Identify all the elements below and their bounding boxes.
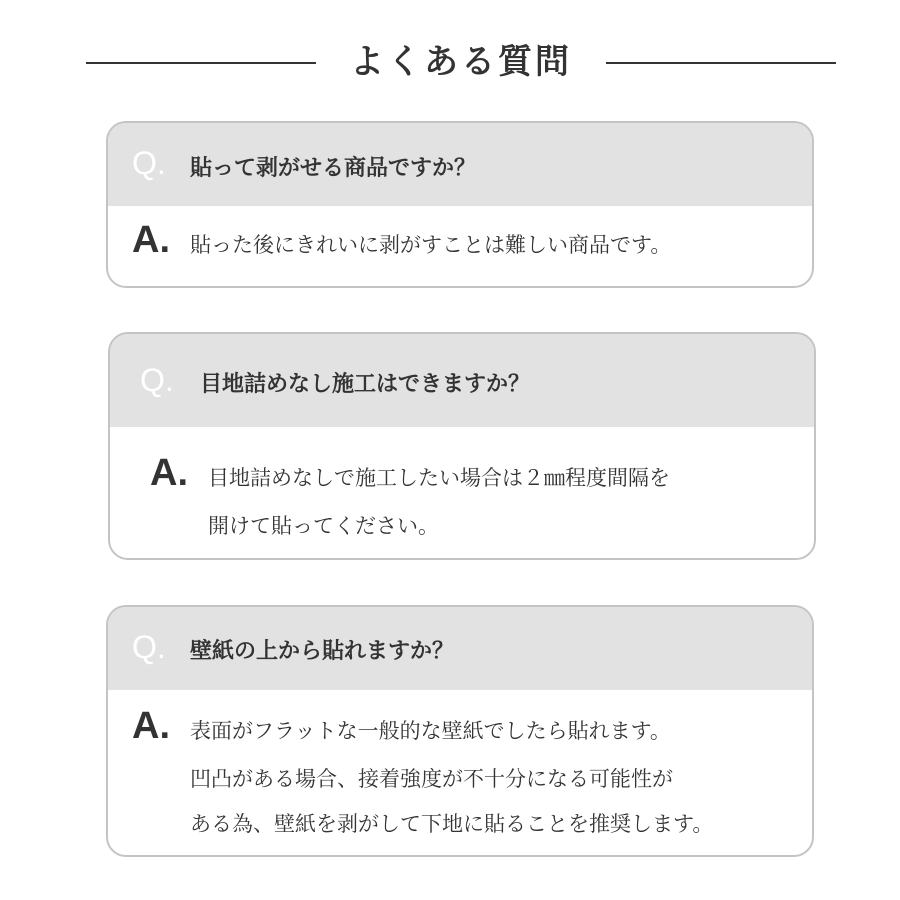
q-mark: Q. [132,629,166,665]
question-text: 貼って剥がせる商品ですか？ [190,156,477,181]
faq-card-3 [106,605,814,857]
question-text: 目地詰めなし施工はできますか？ [200,372,531,397]
question-band [108,607,812,690]
faq-header [86,36,836,88]
q-mark: Q. [132,145,166,181]
question-band [110,334,814,427]
answer-line: ある為、壁紙を剥がして下地に貼ることを推奨します。 [190,812,714,836]
answer-line: 凹凸がある場合、接着強度が不十分になる可能性が [190,767,673,791]
answer-line: 目地詰めなしで施工したい場合は２㎜程度間隔を [208,466,670,490]
answer-line: 表面がフラットな一般的な壁紙でしたら貼れます。 [190,719,671,743]
a-mark: A. [150,452,188,494]
answer-line: 開けて貼ってください。 [208,514,439,538]
a-mark: A. [132,705,170,747]
page-title: よくある質問 [350,42,572,82]
question-text: 壁紙の上から貼れますか？ [190,639,455,664]
a-mark: A. [132,219,170,261]
title-divider-right [606,62,836,64]
q-mark: Q. [140,362,174,398]
question-band [108,123,812,206]
faq-card-1 [106,121,814,288]
answer-line: 貼った後にきれいに剥がすことは難しい商品です。 [190,233,672,257]
faq-card-2 [108,332,816,560]
